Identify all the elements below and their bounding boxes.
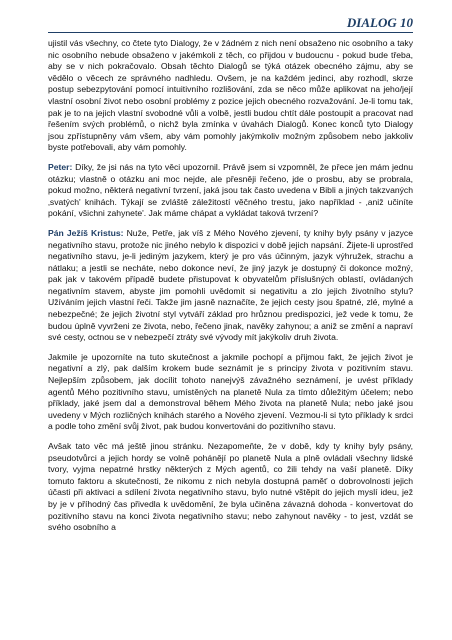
- paragraph: [48, 38, 413, 154]
- paragraph-text: Jakmile je upozorníte na tuto skutečnost a jakmile pochopí a přijmou fakt, že jejich život je negativní a zlý, pak dalším krokem bude seznámit je s principy života v pozitivním stavu. Nejlepším způsobem, jak docílit tohoto nanejvýš závažného seznámení, je uvést příklady agentů Mého pozitivního stavu, umístěných na planetě Nula za tímto důležitým účelem; nebo příklady, jaké jsem dal a demonstroval během Mého života na planetě Nula; nebo jaké jsou uvedeny v Mých rozličných knihách starého a Nového zjevení. Vezmou-li si tyto příklady k srdci a podle toho změní svůj život, pak budou konvertováni do pozitivního stavu.: [48, 351, 413, 432]
- paragraph-text: ujistil vás všechny, co čtete tyto Dialogy, že v žádném z nich není obsaženo nic osobního a taky nic osobního nebude obsaženo v jakémkoli z těch, co přijdou v budoucnu - pokud bude třeba, aby se v nich pokračovalo. Obsah těchto Dialogů se týká otázek obecného zájmu, aby se vědělo o věcech ze správného nadhledu. Ovšem, je na každém jedinci, aby rozhodl, skrze postup sebezpytování pomocí intuitivního rozlišování, zda se něco může aplikovat na jeho/její vlastní osobní život nebo osobní problémy z pozice jejich obecného rozvažování. Je-li tomu tak, pak je to na jejich vlastní svobodné vůli a volbě, jestli budou chtít dále postoupit a pracovat nad řešením svých problémů, o nichž byla zmínka v úvahách Dialogů. Konec konců tyto Dialogy jsou zpřístupněny vám všem, aby vám pomohly jakýmkoliv možným způsobem nebo jakkoliv byste potřebovali, aby vám pomohly.: [48, 38, 413, 153]
- speaker-label: Pán Ježíš Kristus:: [48, 227, 124, 238]
- paragraph: [48, 352, 413, 433]
- header-rule: [48, 32, 413, 33]
- page-header: DIALOG 10: [346, 15, 413, 30]
- paragraph: [48, 441, 413, 534]
- speaker-label: Peter:: [48, 161, 73, 172]
- paragraph-text: Avšak tato věc má ještě jinou stránku. Nezapomeňte, že v době, kdy ty knihy byly psány, pseudotvůrci a jejich hordy se volně pohánějí po planetě Nula a plně ovládali všechny lidské tvory, vyjma nepatrné hrstky některých z Mých agentů, co žili tehdy na vaší planetě. Díky tomuto faktoru a skutečnosti, že nikomu z nich nebyla dostupná paměť o dobrovolnosti jejich účasti při aktivaci a sdílení života negativního stavu, bylo nutné vštěpit do jejich myslí ideu, jež by je v příhodný čas přivedla k uvědomění, že byla učiněna závazná dohoda - konvertovat do pozitivního stavu na konci života negativního stavu; nebo zahynout navěky - to jest, vzdát se svého osobního a: [48, 441, 413, 533]
- paragraph: [48, 162, 413, 220]
- paragraph-text: Nuže, Petře, jak víš z Mého Nového zjevení, ty knihy byly psány v jazyce negativního stavu, protože nic jiného nebylo k dispozici v době jejich napsání. Žijete-li uprostřed negativního stavu, je-li jediným jazykem, který je pro vás účinným, jazyk výhružek, strachu a nátlaku; a jestli se necháte, nebo dokonce neví, že jiný jazyk je dostupný či dokonce možný, pak jak v takovém případě budete přistupovat k obyvatelům příslušných oblastí, ovládaných negativním stavem, abyste jim pomohli uvědomit si negativitu a zlo jejich životního stylu? Užíváním jejich vlastní řeči. Takže jim jasně naznačíte, že jejich cesty jsou špatné, zlé, mylné a nebezpečné; že jejich životní styl vytváří základ pro hrůznou predispozici, jež vede k tomu, že budou úplně vyvrženi ze života, nebo, řečeno jinak, navěky zahynou; a aniž se změní a napraví své cesty, octnou se v nebezpečí ztráty své vývody mít jakýkoliv druh života.: [48, 227, 414, 343]
- document-page: [48, 14, 413, 542]
- paragraph-text: Díky, že jsi nás na tyto věci upozornil. Právě jsem si vzpomněl, že přece jen mám jednu otázku; vlastně o otázku ani moc nejde, ale přesněji řečeno, jde o prosbu, aby se probrala, pokud možno, některá negativní tvrzení, jaká jsou tak často uvedena v Bibli a jiných takzvaných ‚svatých' knihách. Týkají se zvláště záležitostí věčného trestu, jako například - ‚aniž učiníte pokání, všichni zahynete'. Jak máme chápat a vykládat taková tvrzení?: [48, 161, 413, 219]
- paragraph: [48, 228, 413, 344]
